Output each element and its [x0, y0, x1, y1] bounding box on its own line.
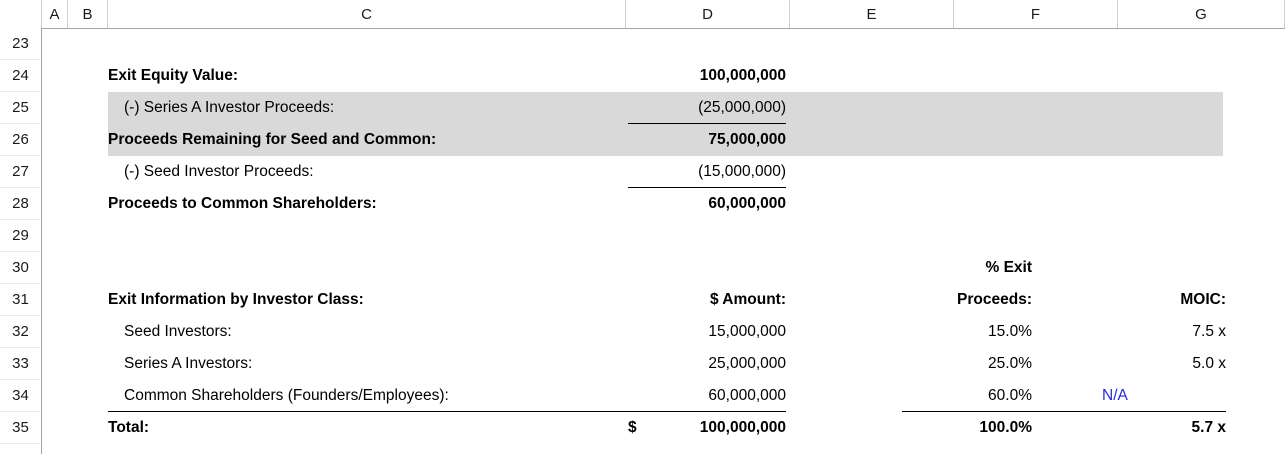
row-32: [42, 316, 1285, 348]
row-seed-investors-moic: 7.5 x: [1192, 323, 1226, 340]
column-header-G[interactable]: G: [1118, 0, 1285, 28]
row-33: [42, 348, 1285, 380]
pct-exit-header-line1: % Exit: [985, 259, 1032, 276]
column-header-A[interactable]: A: [42, 0, 68, 28]
row-header-33[interactable]: 33: [0, 348, 41, 380]
row-27: [42, 156, 1285, 188]
column-header-row: [0, 0, 1285, 29]
column-header-D[interactable]: D: [626, 0, 790, 28]
row-31: [42, 284, 1285, 316]
column-header-C[interactable]: C: [108, 0, 626, 28]
row-25: [42, 92, 1285, 124]
total-pct: 100.0%: [979, 419, 1032, 436]
row-35: [42, 412, 1285, 444]
table-header-moic: MOIC:: [1180, 291, 1226, 308]
row-series-a-investors-amount: 25,000,000: [708, 355, 786, 372]
row-header-32[interactable]: 32: [0, 316, 41, 348]
column-header-B[interactable]: B: [68, 0, 108, 28]
row-header-26[interactable]: 26: [0, 124, 41, 156]
table-header-pct-proceeds: Proceeds:: [957, 291, 1032, 308]
row-series-a-investors-pct: 25.0%: [988, 355, 1032, 372]
row-26: [42, 124, 1285, 156]
table-header-investor-class: Exit Information by Investor Class:: [108, 291, 364, 308]
row-seed-investors-amount: 15,000,000: [708, 323, 786, 340]
row-23: [42, 28, 1285, 60]
row-header-29[interactable]: 29: [0, 220, 41, 252]
row-29: [42, 220, 1285, 252]
row-28: [42, 188, 1285, 220]
row-seed-investors-label: Seed Investors:: [124, 323, 232, 340]
seed-investor-proceeds-amount: (15,000,000): [698, 163, 786, 180]
column-header-E[interactable]: E: [790, 0, 954, 28]
row-header-28[interactable]: 28: [0, 188, 41, 220]
row-common-shareholders-label: Common Shareholders (Founders/Employees):: [124, 387, 449, 404]
row-header-31[interactable]: 31: [0, 284, 41, 316]
row-common-shareholders-amount: 60,000,000: [708, 387, 786, 404]
column-header-F[interactable]: F: [954, 0, 1118, 28]
total-label: Total:: [108, 419, 150, 436]
row-header-25[interactable]: 25: [0, 92, 41, 124]
table-header-amount: $ Amount:: [709, 291, 786, 308]
row-30: [42, 252, 1285, 284]
series-a-investor-proceeds-amount: (25,000,000): [698, 99, 786, 116]
total-moic: 5.7 x: [1191, 419, 1226, 436]
proceeds-to-common-amount: 60,000,000: [708, 195, 786, 212]
proceeds-to-common-label: Proceeds to Common Shareholders:: [108, 195, 377, 212]
total-currency-symbol: $: [628, 419, 637, 436]
total-amount: 100,000,000: [699, 419, 786, 436]
row-common-shareholders-moic: N/A: [1102, 387, 1128, 404]
row-header-27[interactable]: 27: [0, 156, 41, 188]
row-header-30[interactable]: 30: [0, 252, 41, 284]
proceeds-remaining-label: Proceeds Remaining for Seed and Common:: [108, 131, 437, 148]
row-header-34[interactable]: 34: [0, 380, 41, 412]
row-header-23[interactable]: 23: [0, 28, 41, 60]
series-a-investor-proceeds-label: (-) Series A Investor Proceeds:: [124, 99, 335, 116]
row-series-a-investors-label: Series A Investors:: [124, 355, 253, 372]
row-series-a-investors-moic: 5.0 x: [1192, 355, 1226, 372]
row-header-35[interactable]: 35: [0, 412, 41, 444]
select-all-corner[interactable]: [0, 0, 42, 28]
row-header-column: [0, 28, 42, 454]
row-common-shareholders-pct: 60.0%: [988, 387, 1032, 404]
row-24: [42, 60, 1285, 92]
row-34: [42, 380, 1285, 412]
row-seed-investors-pct: 15.0%: [988, 323, 1032, 340]
row-header-24[interactable]: 24: [0, 60, 41, 92]
exit-equity-value-amount: 100,000,000: [699, 67, 786, 84]
proceeds-remaining-amount: 75,000,000: [708, 131, 786, 148]
grid-area: [42, 28, 1285, 454]
seed-investor-proceeds-label: (-) Seed Investor Proceeds:: [124, 163, 314, 180]
exit-equity-value-label: Exit Equity Value:: [108, 67, 239, 84]
